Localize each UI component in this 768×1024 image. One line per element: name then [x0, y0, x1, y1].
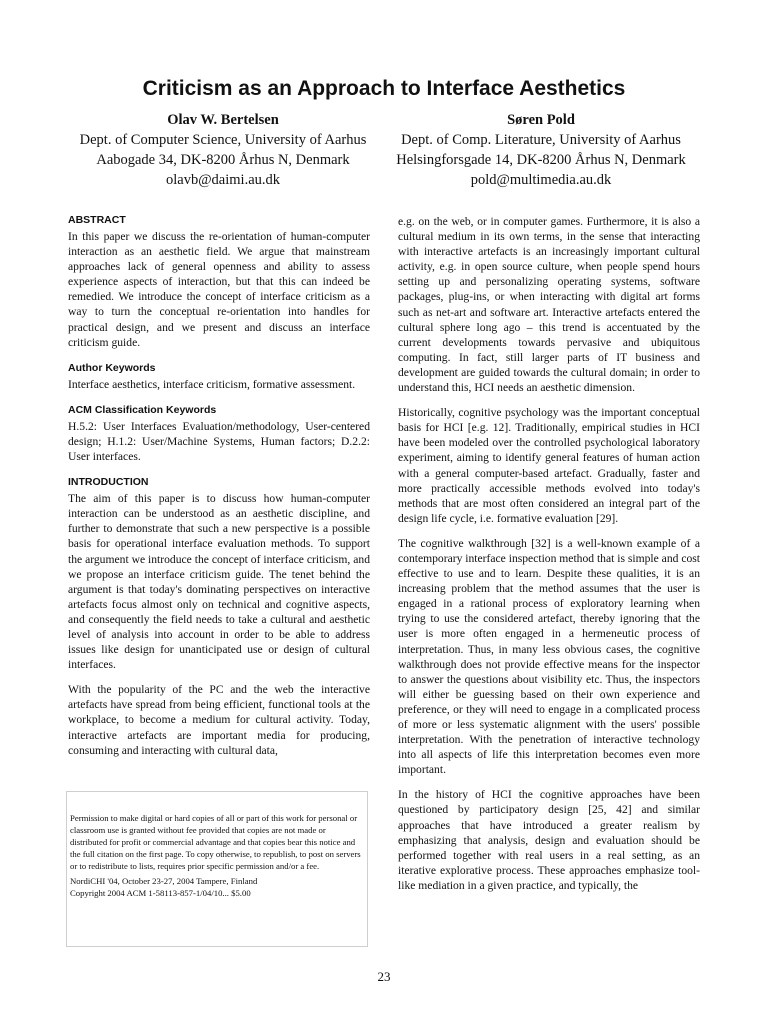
abstract-text: In this paper we discuss the re-orientation of human-computer interaction as an aesthetic field. We argue that mainstream approaches lack of general openness and ability to assess experience aspects of interaction, but that this can indeed be remedied. We introduce the concept of interface criticism as a way to turn the conceptual re-orientation into handles for practical design, and we present and discuss an interface criticism guide.: [68, 230, 370, 349]
acm-keywords-section: [68, 404, 370, 464]
introduction-paragraph: The aim of this paper is to discuss how human-computer interaction can be understood as an aesthetic discipline, and further to demonstrate that such a new perspective is a possible basis for operational interface evaluation methods. To support the argument we introduce the concept of interface criticism, and we propose an interface criticism guide. The tenet behind the argument is that today's dominating perspectives on interactive artefacts focus almost only on technical and cognitive aspects, and consequently the field needs to take a cultural and aesthetic level of analysis into account in order to be able to address issues like design for unanticipated use or design of cultural interfaces.: [68, 492, 370, 672]
author-email: olavb@daimi.au.dk: [165, 172, 281, 188]
acm-keywords-heading: ACM Classification Keywords: [68, 403, 217, 416]
author-block-2: [371, 110, 711, 190]
body-paragraph: e.g. on the web, or in computer games. Furthermore, it is also a cultural medium in its own terms, in the sense that interacting with interactive artefacts is an increasingly important cultural activity, e.g. in open source culture, when people spend hours setting up and personalizing operating systems, software packages, plug-ins, or when interacting with digital art forms such as net-art and software art. Interactive artefacts entered the cultural sphere long ago – this trend is accentuated by the current developments towards pervasive and ubiquitous computing. In fact, still larger parts of IT business and development are guided towards the cultural domain; in order to understand this, HCI needs an aesthetic dimension.: [398, 215, 700, 395]
left-column: [68, 214, 370, 770]
author-address: Helsingforsgade 14, DK-8200 Århus N, Denmark: [396, 152, 686, 168]
copyright-line: Copyright 2004 ACM 1-58113-857-1/04/10... $5.00: [70, 888, 251, 898]
author-email: pold@multimedia.au.dk: [470, 172, 612, 188]
acm-keywords-text: H.5.2: User Interfaces Evaluation/methodology, User-centered design; H.1.2: User/Machine Systems, Human factors; D.2.2: User interfaces.: [68, 419, 370, 464]
introduction-paragraph: With the popularity of the PC and the web the interactive artefacts have spread from being efficient, functional tools at the workplace, to become a medium for cultural activity. Today, interactive artefacts are important media for producing, consuming and interacting with cultural data,: [68, 683, 370, 757]
permission-text: Permission to make digital or hard copies of all or part of this work for personal or classroom use is granted without fee provided that copies are not made or distributed for profit or commercial advantage and that copies bear this notice and the full citation on the first page. To copy otherwise, to republish, to post on servers or to redistribute to lists, requires prior specific permission and/or a fee.: [70, 813, 361, 871]
author-keywords-text: Interface aesthetics, interface criticism, formative assessment.: [68, 377, 356, 391]
author-department: Dept. of Computer Science, University of Aarhus: [79, 132, 367, 148]
paper-title: Criticism as an Approach to Interface Aesthetics: [142, 77, 626, 100]
body-paragraph: The cognitive walkthrough [32] is a well-known example of a contemporary interface inspection method that is simple and cost effective to use and to learn. Despite these qualities, it is an increasing problem that the method assumes that the user is engaged in a rational process of exploratory learning when trying to use the considered artefact, thereby ignoring that the user is more often engaged in a hermeneutic process of interpretation. Thus, in many less obvious cases, the cognitive walkthrough does not provide effective means for the inspector to answer the questions about visibility etc. Thus, the inspectors will either be guessing based on their own experience and preference, or they will need to engage in a complicated process of more or less systematic alignment with the users' possible interpretation. With the penetration of interactive technology into all aspects of life this interpretation becomes even more important.: [398, 536, 700, 777]
page-number: 23: [377, 969, 391, 984]
author-name: Søren Pold: [507, 112, 575, 128]
introduction-heading: INTRODUCTION: [68, 476, 149, 489]
author-name: Olav W. Bertelsen: [167, 112, 279, 128]
author-address: Aabogade 34, DK-8200 Århus N, Denmark: [96, 152, 350, 168]
author-block-1: [53, 110, 393, 190]
author-keywords-heading: Author Keywords: [68, 361, 156, 374]
right-column: [398, 214, 700, 903]
conference-venue: NordiCHI '04, October 23-27, 2004 Tampere, Finland: [70, 876, 258, 886]
body-paragraph: Historically, cognitive psychology was the important conceptual basis for HCI [e.g. 12]. Traditionally, empirical studies in HCI have been modeled over the controlled psychological laboratory experiment, aiming to identify general features of human action with a general computer-based artefact. Gradually, faster and more practically accessible methods evolved into today's methods that are most often considered an integral part of the design life cycle, i.e. formative evaluation [29].: [398, 406, 700, 525]
body-paragraph: In the history of HCI the cognitive approaches have been questioned by participatory design [25, 42] and similar approaches that have introduced a greater realism by emphasizing that analysis, design and evaluation should be performed together with real users in a real setting, as an iterative explorative process. These approaches emphasize tool-like mediation in a given practice, and typically, the: [398, 788, 700, 892]
introduction-section: [68, 476, 370, 758]
abstract-section: [68, 214, 370, 350]
author-department: Dept. of Comp. Literature, University of Aarhus: [401, 132, 681, 148]
abstract-heading: ABSTRACT: [68, 214, 126, 226]
author-keywords-section: [68, 362, 370, 392]
copyright-permission-box: [66, 791, 368, 947]
